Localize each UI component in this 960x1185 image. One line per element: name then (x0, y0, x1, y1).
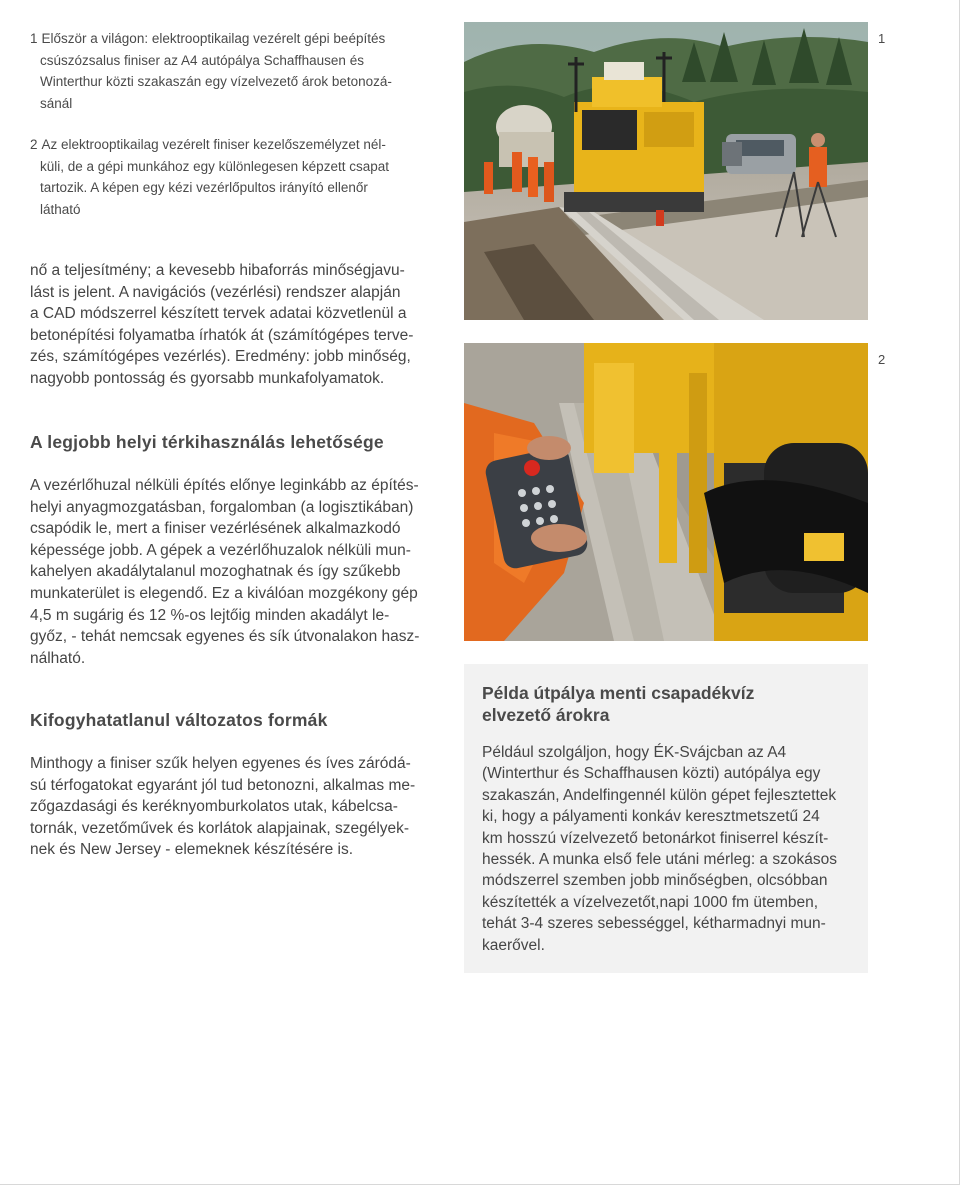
caption-1-line-3: Winterthur közti szakaszán egy vízelvezető árok betonozá- (40, 74, 392, 89)
caption-1-line-4: sánál (40, 95, 73, 111)
caption-1 (30, 28, 430, 114)
photo-slipform-paver-illustration (464, 22, 868, 320)
caption-2-line-4: látható (40, 201, 81, 217)
caption-1-line-1: 1 Először a világon: elektrooptikailag vezérelt gépi beépítés (30, 31, 386, 46)
section-forms-text: Minthogy a finiser szűk helyen egyenes és íves záródá- sú térfogatokat egyaránt jól tud betonozni, alkalmas me- zőgazdasági és keréknyomburkolatos utak, kábelcsa- tornák, vezetőművek és korlátok alapjainak, szegélyek- nek és New Jersey - elemeknek készítésére is. (30, 755, 416, 859)
section-heading-space-usage: A legjobb helyi térkihasználás lehetősége (30, 432, 384, 452)
photo-remote-control-illustration (464, 343, 868, 641)
caption-2-line-2: küli, de a gépi munkához egy különlegesen képzett csapat (40, 158, 389, 174)
caption-1-line-2: csúszózsalus finiser az A4 autópálya Schaffhausen és (40, 52, 364, 68)
section-space-usage-text: A vezérlőhuzal nélküli építés előnye leginkább az építés- helyi anyagmozgatásban, forgalomban (a logisztikában) csapódik le, mert a finiser vezérlésének alkalmazkodó képessége jobb. A gépek a vezérlőhuzalok nélküli mun- kahelyen akadálytalanul mozoghatnak és így szűkebb munkaterület is elegendő. Ez a kiválóan mozgékony gép 4,5 m sugárig és 12 %-os lejtőig minden akadályt le- győz, - tehát nemcsak egyenes és sík útvonalakon hasz- nálható. (30, 477, 420, 667)
intro-paragraph: nő a teljesítmény; a kevesebb hibaforrás minőségjavu- lást is jelent. A navigációs (vezérlési) rendszer alapján a CAD módszerrel készített tervek adatai közvetlenül a betonépítési folyamatba írhatók át (számítógépes terve- zés, számítógépes vezérlés). Eredmény: jobb minőség, nagyobb pontosság és gyorsabb munkafolyamatok. (30, 262, 414, 387)
photo-slipform-paver (464, 22, 868, 320)
example-sidebar (464, 664, 868, 973)
photo-remote-control (464, 343, 868, 641)
figure-number-2: 2 (878, 352, 886, 367)
caption-2 (30, 134, 430, 220)
caption-2-line-3: tartozik. A képen egy kézi vezérlőpultos irányító ellenőr (40, 180, 368, 195)
figure-number-1: 1 (878, 31, 886, 46)
section-heading-forms: Kifogyhatatlanul változatos formák (30, 710, 328, 730)
caption-1-number: 1 (30, 31, 38, 46)
sidebar-text: Például szolgáljon, hogy ÉK-Svájcban az A4 (Winterthur és Schaffhausen közti) autópálya egy szakaszán, Andelfingennél külön gépet fejlesztettek ki, hogy a pályamenti konkáv keresztmetszetű 24 km hosszú vízelvezető betonárkot finiserrel készít- hessék. A munka első fele utáni mérleg: a szokásos módszerrel szemben jobb minőségben, olcsóbban készítették a vízelvezetőt,napi 1000 fm ütemben, tehát 3-4 szeres sebességgel, kétharmadnyi mun- kaerővel. (482, 744, 837, 954)
caption-2-number: 2 (30, 137, 38, 152)
sidebar-title: Példa útpálya menti csapadékvíz elvezető árokra (482, 683, 755, 725)
caption-2-line-1: 2 Az elektrooptikailag vezérelt finiser kezelőszemélyzet nél- (30, 137, 386, 152)
